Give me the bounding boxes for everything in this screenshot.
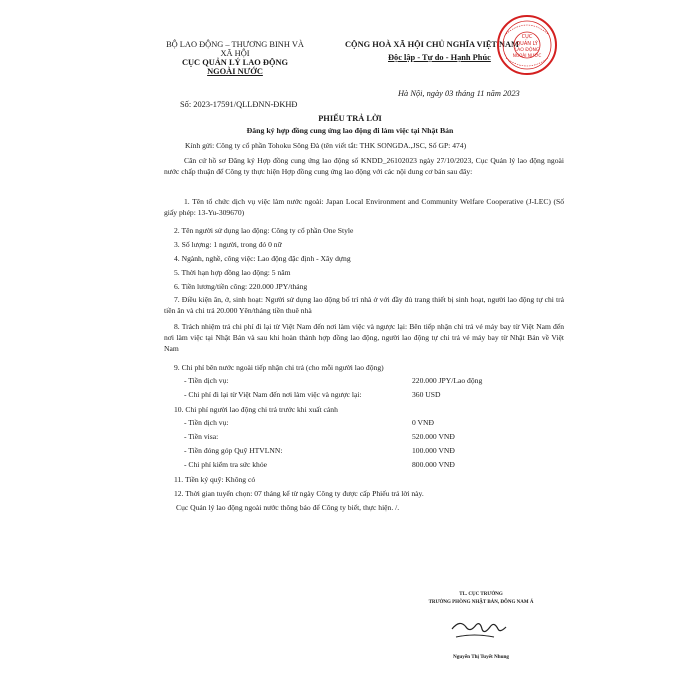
signer-name: Nguyễn Thị Tuyết Nhung (453, 654, 509, 660)
ministry-line-2: XÃ HỘI (220, 49, 250, 58)
cost-label: - Chi phí đi lại từ Việt Nam đến nơi làm việc và ngược lại: (184, 390, 362, 399)
item-5-contract-term: 5. Thời hạn hợp đồng lao động: 5 năm (174, 268, 291, 277)
official-seal-icon (496, 14, 558, 76)
cost-label: - Tiền đóng góp Quỹ HTVLNN: (184, 446, 283, 455)
item-10-worker-costs: 10. Chi phí người lao động chi trả trước khi xuất cảnh (174, 405, 338, 414)
item-9-receiver-costs: 9. Chi phí bên nước ngoài tiếp nhận chi trả (cho mỗi người lao động) (174, 363, 384, 372)
cost-label: - Tiền visa: (184, 432, 219, 441)
intro-paragraph: Căn cứ hồ sơ Đăng ký Hợp đồng cung ứng lao động số KNDD_26102023 ngày 27/10/2023, Cục Quản lý lao động ngoài nước chấp thuận để Công ty thực hiện Hợp đồng cung ứng lao động với các nội dung cơ bản sau đây: (164, 156, 564, 176)
svg-text:QUẢN LÝ: QUẢN LÝ (516, 41, 538, 47)
item-12-recruitment-time: 12. Thời gian tuyển chọn: 07 tháng kể từ ngày Công ty được cấp Phiếu trả lời này. (174, 489, 424, 498)
national-motto: Độc lập - Tự do - Hạnh Phúc (388, 53, 491, 62)
svg-text:LAO ĐỘNG: LAO ĐỘNG (514, 48, 540, 53)
ministry-line-1: BỘ LAO ĐỘNG – THƯƠNG BINH VÀ (166, 40, 304, 49)
recipient-line: Kính gửi: Công ty cổ phần Tohoku Sông Đà (tên viết tắt: THK SONGDA.,JSC, Số GP: 474) (185, 141, 467, 150)
cost-value: 100.000 VNĐ (412, 446, 455, 455)
signature-position: TRƯỞNG PHÒNG NHẬT BẢN, ĐÔNG NAM Á (428, 600, 534, 605)
item-1-agency: 1. Tên tổ chức dịch vụ việc làm nước ngoài: Japan Local Environment and Community Welfare Cooperative (J-LEC) (Số giấy phép: 13-Yu-309670) (164, 197, 564, 217)
item-4-occupation: 4. Ngành, nghề, công việc: Lao động đặc định - Xây dựng (174, 254, 351, 263)
cost-value: 360 USD (412, 390, 441, 399)
svg-text:CỤC: CỤC (521, 34, 533, 40)
cost-value: 800.000 VNĐ (412, 460, 455, 469)
document-subtitle: Đăng ký hợp đồng cung ứng lao động đi làm việc tại Nhật Bản (246, 126, 454, 135)
ministry-name (160, 40, 310, 76)
document-title: PHIẾU TRẢ LỜI (318, 114, 382, 123)
svg-text:NGOÀI NƯỚC: NGOÀI NƯỚC (512, 53, 542, 58)
department-line-1: CỤC QUẢN LÝ LAO ĐỘNG (181, 58, 289, 67)
signature-title: TL. CỤC TRƯỞNG (459, 592, 503, 597)
country-name: CỘNG HOÀ XÃ HỘI CHỦ NGHĨA VIỆT NAM (345, 40, 519, 49)
department-line-2: NGOÀI NƯỚC (207, 67, 263, 76)
handwritten-signature-icon (450, 615, 510, 645)
item-11-deposit: 11. Tiền ký quỹ: Không có (174, 475, 256, 484)
cost-label: - Chi phí kiểm tra sức khỏe (184, 460, 267, 469)
cost-value: 220.000 JPY/Lao động (412, 376, 483, 385)
item-3-quantity: 3. Số lượng: 1 người, trong đó 0 nữ (174, 240, 282, 249)
place-date: Hà Nội, ngày 03 tháng 11 năm 2023 (398, 89, 520, 98)
item-6-salary: 6. Tiền lương/tiền công: 220.000 JPY/tháng (174, 282, 308, 291)
closing-note: Cục Quản lý lao động ngoài nước thông báo để Công ty biết, thực hiện. /. (176, 503, 400, 512)
item-8-travel-costs: 8. Trách nhiệm trả chi phí đi lại từ Việt Nam đến nơi làm việc và ngược lại: Bên tiếp nhận chi trả vé máy bay từ Việt Nam đến nơi làm việc tại Nhật Bản và sau khi hoàn thành hợp đồng lao động, người lao động tự chi trả vé máy bay từ Nhật Bản về Việt Nam (164, 322, 564, 353)
document-number: Số: 2023-17591/QLLĐNN-ĐKHĐ (180, 100, 298, 109)
cost-value: 0 VNĐ (412, 418, 435, 427)
item-2-employer: 2. Tên người sử dụng lao động: Công ty cổ phần One Style (174, 226, 354, 235)
cost-label: - Tiền dịch vụ: (184, 418, 229, 427)
cost-value: 520.000 VNĐ (412, 432, 455, 441)
item-7-living-conditions: 7. Điều kiện ăn, ở, sinh hoạt: Người sử dụng lao động bố trí nhà ở với đầy đủ trang thiết bị sinh hoạt, người lao động tự chi trả tiền ăn và chi trả 20.000 Yên/tháng tiền thuê nhà (164, 295, 564, 315)
cost-label: - Tiền dịch vụ: (184, 376, 229, 385)
